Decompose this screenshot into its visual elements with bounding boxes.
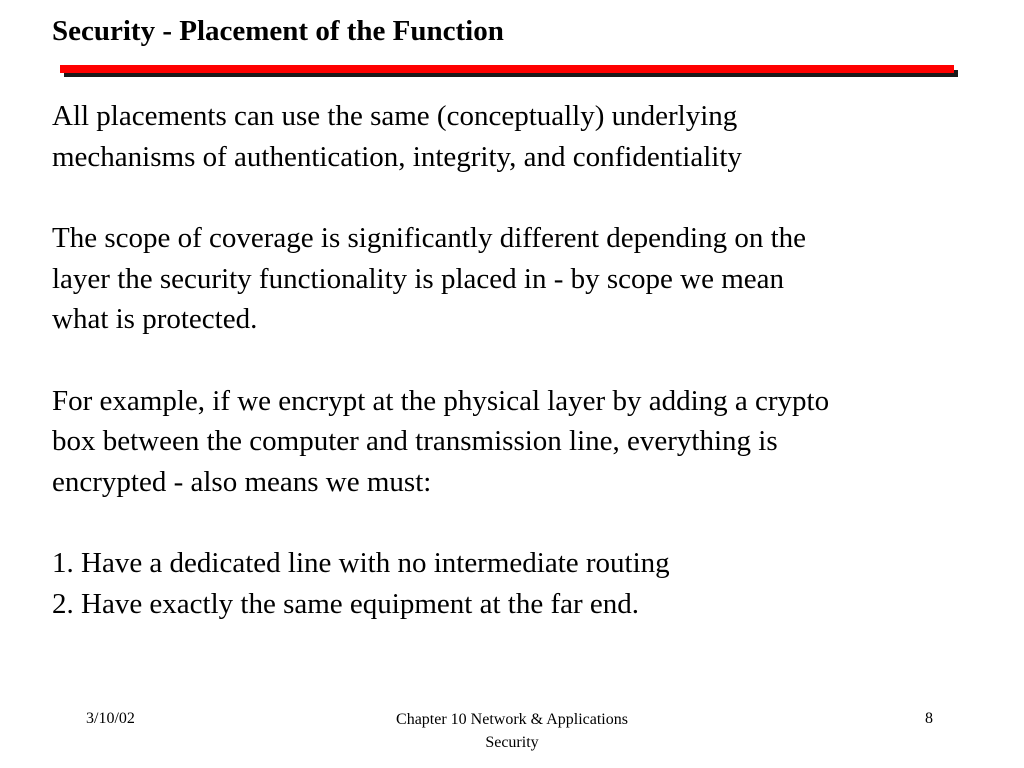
body-line: For example, if we encrypt at the physical layer by adding a crypto [52,384,830,417]
slide-title: Security - Placement of the Function [52,15,504,47]
footer-chapter [330,708,694,754]
slide-body [52,96,982,624]
paragraph-requirements [52,543,982,624]
footer-chapter-line: Chapter 10 Network & Applications [396,711,628,728]
body-line: The scope of coverage is significantly different depending on the [52,222,807,254]
body-line: what is protected. [52,303,258,335]
body-line: encrypted - also means we must: [52,465,432,498]
body-line: mechanisms of authentication, integrity, and confidentiality [52,140,742,173]
footer-chapter-line: Security [485,734,539,751]
paragraph-example [52,381,982,503]
body-line: layer the security functionality is placed in - by scope we mean [52,262,784,295]
requirement-item: 2. Have exactly the same equipment at the far end. [52,587,640,620]
requirement-item: 1. Have a dedicated line with no intermediate routing [52,547,670,579]
paragraph-scope [52,218,982,340]
footer-page-number: 8 [925,710,933,727]
footer-date: 3/10/02 [86,710,135,727]
title-rule [60,65,954,73]
paragraph-mechanisms [52,96,982,177]
body-line: box between the computer and transmission line, everything is [52,425,778,457]
body-line: All placements can use the same (conceptually) underlying [52,100,738,132]
